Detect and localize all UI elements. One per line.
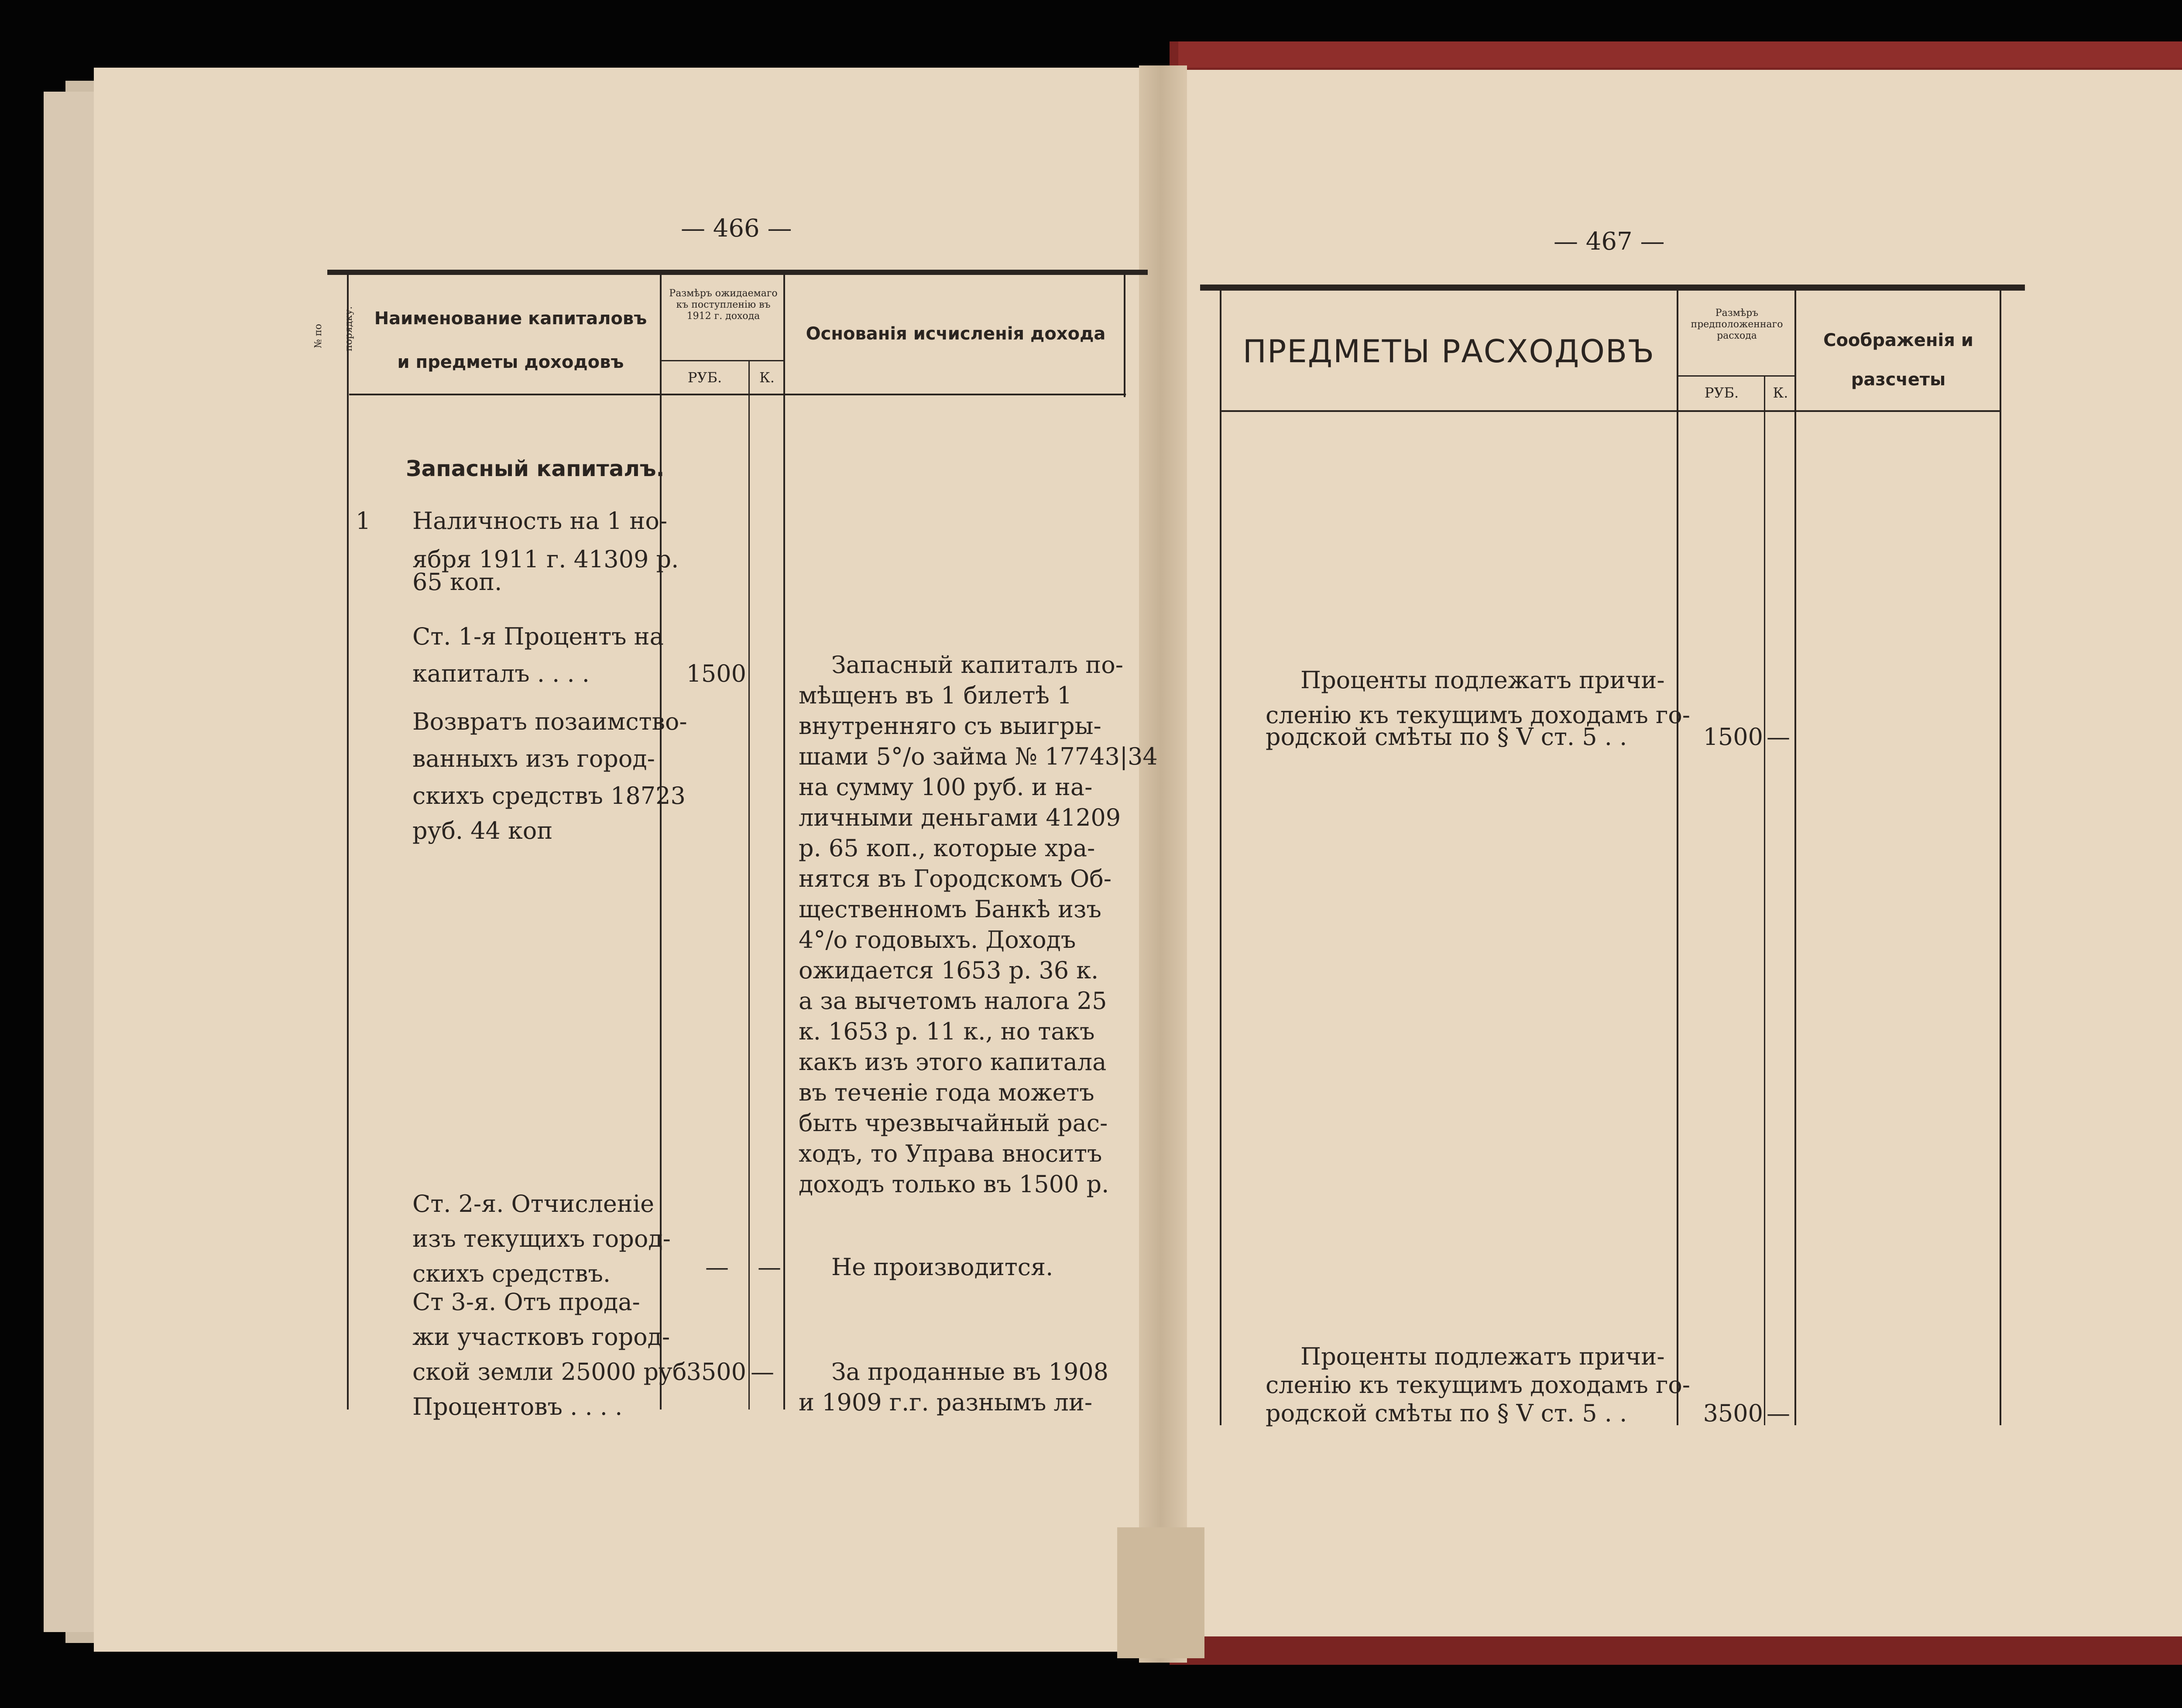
amount-rub: 3500: [686, 1358, 746, 1386]
basis-line: быть чрезвычайный рас-: [799, 1109, 1108, 1137]
name-line: капиталъ . . . .: [412, 660, 590, 687]
header-expense-subjects: ПРЕДМЕТЫ РАСХОДОВЪ: [1242, 333, 1655, 370]
header-expected-expense: Размѣръ предположеннаго расхода: [1691, 308, 1783, 341]
name-line: Ст 3-я. Отъ прода-: [412, 1288, 640, 1316]
basis-line: на сумму 100 руб. и на-: [799, 773, 1093, 801]
amount-subheader-rule: [1678, 375, 1796, 377]
basis-line: щественномъ Банкѣ изъ: [799, 895, 1101, 923]
basis-line: ходъ, то Управа вноситъ: [799, 1140, 1102, 1167]
header-capital-name: Наименование капиталовъ и предметы доходовъ: [374, 309, 647, 372]
basis-line: какъ изъ этого капитала: [799, 1048, 1107, 1076]
name-line: Наличность на 1 но-: [412, 507, 668, 535]
basis-line: личными деньгами 41209: [799, 804, 1121, 831]
expense-amount-kop: —: [1767, 1399, 1790, 1427]
basis-line: ожидается 1653 р. 36 к.: [799, 957, 1099, 984]
name-line: Ст. 2-я. Отчисленіе: [412, 1190, 655, 1218]
header-expected-amount: Размѣръ ожидаемаго къ поступленію въ 1912 г. дохода: [669, 288, 778, 322]
amount-subheader-rule: [661, 360, 783, 361]
expense-line: родской смѣты по § V ст. 5 . .: [1266, 723, 1627, 751]
table-top-rule: [1200, 285, 2025, 291]
table-header-rule: [349, 394, 1126, 395]
name-line: Возвратъ позаимство-: [412, 708, 687, 735]
amount-dash-kop: —: [758, 1253, 781, 1281]
expense-line: Проценты подлежатъ причи-: [1300, 666, 1665, 694]
basis-line: нятся въ Городскомъ Об-: [799, 865, 1112, 892]
expense-amount-kop: —: [1767, 723, 1790, 751]
page-fold: [1117, 1527, 1204, 1658]
section-title: Запасный капиталъ.: [406, 456, 665, 481]
header-notes: Соображенія и разсчеты: [1823, 330, 1973, 390]
name-line: ванныхъ изъ город-: [412, 745, 655, 772]
name-line: скихъ средствъ 18723: [412, 782, 686, 809]
header-rub: РУБ.: [687, 369, 722, 386]
name-line: руб. 44 коп: [412, 817, 553, 844]
basis-line: и 1909 г.г. разнымъ ли-: [799, 1389, 1093, 1416]
basis-line: р. 65 коп., которые хра-: [799, 834, 1095, 862]
amount-dash: —: [705, 1253, 729, 1281]
row-number: 1: [356, 507, 371, 535]
header-kop: К.: [759, 369, 775, 386]
basis-line: мѣщенъ въ 1 билетѣ 1: [799, 682, 1072, 709]
table-top-rule: [327, 270, 1148, 275]
column-rule: [347, 275, 349, 1410]
basis-line: Не производится.: [831, 1253, 1053, 1281]
name-line: 65 коп.: [412, 568, 502, 596]
basis-line: Запасный капиталъ по-: [831, 651, 1123, 679]
column-rule: [2000, 291, 2001, 1425]
expense-line: родской смѣты по § V ст. 5 . .: [1266, 1399, 1627, 1427]
expense-amount-rub: 3500: [1703, 1399, 1763, 1427]
page-number-right: — 467 —: [1554, 227, 1665, 256]
amount-kop: —: [751, 1358, 774, 1386]
name-line: жи участковъ город-: [412, 1323, 670, 1351]
amount-rub: 1500: [686, 660, 746, 687]
expense-line: сленію къ текущимъ доходамъ го-: [1266, 701, 1691, 729]
page-number-left: — 466 —: [681, 214, 792, 243]
column-rule: [1677, 291, 1678, 1425]
header-rub: РУБ.: [1704, 384, 1739, 401]
header-kop: К.: [1773, 384, 1788, 401]
book-gutter: [1139, 65, 1187, 1663]
basis-line: За проданные въ 1908: [831, 1358, 1108, 1386]
name-line: ской земли 25000 руб: [412, 1358, 687, 1386]
book-cover-edge: [1178, 41, 2182, 68]
basis-line: доходъ только въ 1500 р.: [799, 1170, 1109, 1198]
column-rule: [1794, 291, 1796, 1425]
column-rule: [1764, 375, 1765, 1425]
basis-line: въ теченіе года можетъ: [799, 1079, 1094, 1106]
column-rule: [1220, 291, 1221, 1425]
basis-line: а за вычетомъ налога 25: [799, 987, 1107, 1015]
table-header-rule: [1220, 410, 2001, 412]
column-rule: [783, 275, 785, 1410]
expense-amount-rub: 1500: [1703, 723, 1763, 751]
basis-line: внутренняго съ выигры-: [799, 712, 1101, 740]
expense-line: сленію къ текущимъ доходамъ го-: [1266, 1371, 1691, 1399]
expense-line: Проценты подлежатъ причи-: [1300, 1343, 1665, 1370]
basis-line: к. 1653 р. 11 к., но такъ: [799, 1018, 1095, 1045]
basis-line: шами 5°/о займа № 17743|34: [799, 743, 1158, 770]
header-income-basis: Основанія исчисленія дохода: [806, 324, 1106, 344]
name-line: Процентовъ . . . .: [412, 1393, 623, 1420]
header-row-number: № по порядку.: [313, 306, 354, 351]
column-rule: [1124, 275, 1125, 397]
name-line: ября 1911 г. 41309 р.: [412, 545, 679, 573]
name-line: скихъ средствъ.: [412, 1260, 611, 1287]
name-line: изъ текущихъ город-: [412, 1225, 671, 1252]
column-rule: [748, 360, 750, 1410]
name-line: Ст. 1-я Процентъ на: [412, 623, 664, 650]
basis-line: 4°/о годовыхъ. Доходъ: [799, 926, 1076, 953]
